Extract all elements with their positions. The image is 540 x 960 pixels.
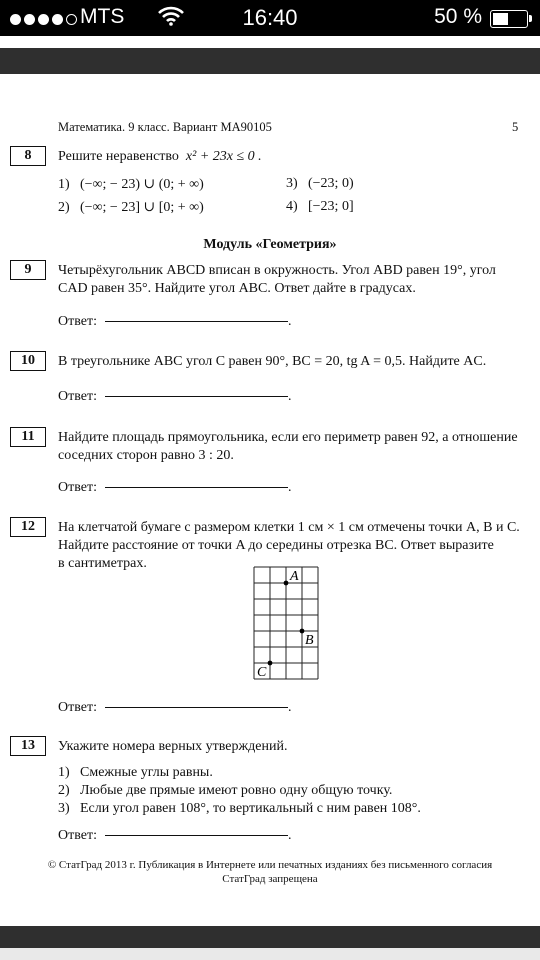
status-bar: [0, 0, 540, 36]
answer-line: [105, 835, 288, 836]
task-11-line-2: соседних сторон равно 3 : 20.: [58, 448, 234, 463]
task-number-13: 13: [10, 736, 46, 756]
viewer-top-bar: [0, 48, 540, 74]
point-c: [268, 661, 273, 666]
task-12-line-1: На клетчатой бумаге с размером клетки 1 см × 1 см отмечены точки A, B и C.: [58, 520, 520, 535]
task-8-option-3: 3) (−23; 0): [286, 176, 354, 191]
point-b: [300, 629, 305, 634]
label-b: B: [305, 633, 314, 648]
point-a: [284, 581, 289, 586]
task-9-line-1: Четырёхугольник ABCD вписан в окружность. Угол ABD равен 19°, угол: [58, 263, 496, 278]
task-13-item-3: 3) Если угол равен 108°, то вертикальный с ним равен 108°.: [58, 801, 421, 816]
copyright-footer: © СтатГрад 2013 г. Публикация в Интернете или печатных изданиях без письменного согласия СтатГрад запрещена: [47, 859, 493, 885]
answer-line: [105, 707, 288, 708]
task-10-line-1: В треугольнике ABC угол C равен 90°, BC = 20, tg A = 0,5. Найдите AC.: [58, 354, 487, 369]
clock: 16:40: [242, 5, 298, 30]
task-9-answer: Ответ: .: [58, 314, 292, 329]
module-title: Модуль «Геометрия»: [203, 237, 337, 252]
task-8-formula: x² + 23x ≤ 0 .: [185, 149, 262, 164]
task-9-line-2: CAD равен 35°. Найдите угол ABC. Ответ дайте в градусах.: [58, 281, 416, 296]
task-12-line-2: Найдите расстояние от точки A до середины отрезка BC. Ответ выразите: [58, 538, 494, 553]
answer-line: [105, 487, 288, 488]
grid-figure: [253, 566, 323, 680]
carrier-name: MTS: [80, 5, 125, 28]
page-header: Математика. 9 класс. Вариант МА90105: [58, 120, 272, 134]
viewer-bottom-strip: [0, 948, 540, 960]
task-8-option-1: 1) (−∞; − 23) ∪ (0; + ∞): [58, 177, 204, 192]
task-13-answer: Ответ: .: [58, 828, 292, 843]
task-number-8: 8: [10, 146, 46, 166]
task-13-text: Укажите номера верных утверждений.: [58, 739, 288, 754]
label-c: C: [257, 665, 267, 680]
task-8-text: Решите неравенство x² + 23x ≤ 0 .: [58, 149, 262, 164]
battery-percent: 50 %: [434, 5, 482, 28]
task-number-11: 11: [10, 427, 46, 447]
task-13-item-2: 2) Любые две прямые имеют ровно одну общую точку.: [58, 783, 393, 798]
label-a: A: [290, 569, 299, 584]
task-8-option-2: 2) (−∞; − 23] ∪ [0; + ∞): [58, 200, 204, 215]
task-11-answer: Ответ: .: [58, 480, 292, 495]
battery-icon: [490, 10, 528, 28]
task-13-item-1: 1) Смежные углы равны.: [58, 765, 213, 780]
task-12-line-3: в сантиметрах.: [58, 556, 147, 571]
battery-tip: [529, 15, 532, 22]
task-11-line-1: Найдите площадь прямоугольника, если его периметр равен 92, а отношение: [58, 430, 518, 445]
page-number: 5: [512, 120, 519, 134]
task-number-12: 12: [10, 517, 46, 537]
task-8-option-4: 4) [−23; 0]: [286, 199, 354, 214]
task-number-10: 10: [10, 351, 46, 371]
task-12-answer: Ответ: .: [58, 700, 292, 715]
answer-line: [105, 396, 288, 397]
task-10-answer: Ответ: .: [58, 389, 292, 404]
viewer-bottom-bar: [0, 926, 540, 948]
answer-line: [105, 321, 288, 322]
task-number-9: 9: [10, 260, 46, 280]
